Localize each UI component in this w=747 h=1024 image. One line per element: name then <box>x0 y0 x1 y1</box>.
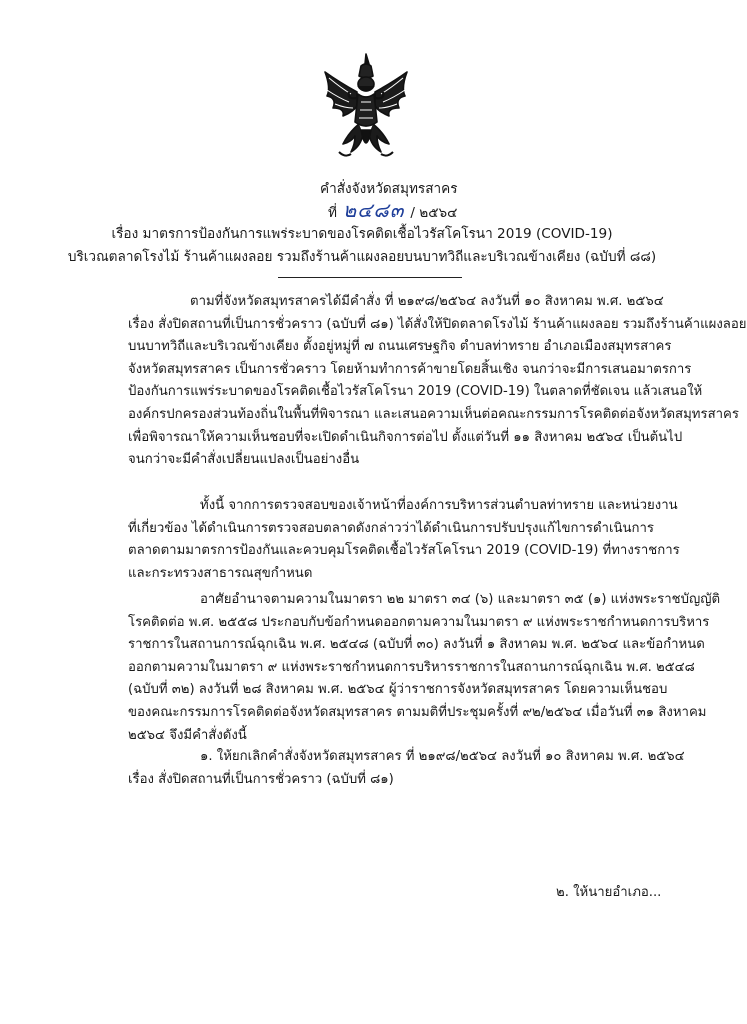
order-number-suffix: / ๒๕๖๔ <box>410 205 458 221</box>
header-divider <box>278 277 462 278</box>
paragraph-4 <box>128 746 685 791</box>
paragraph-line: และกระทรวงสาธารณสุขกำหนด <box>128 565 313 581</box>
paragraph-line: เพื่อพิจารณาให้ความเห็นชอบที่จะเปิดดำเนินกิจการต่อไป ตั้งแต่วันที่ ๑๑ สิงหาคม ๒๕๖๔ เป็นต้นไป <box>128 429 683 445</box>
paragraph-line: บนบาทวิถีและบริเวณข้างเคียง ตั้งอยู่หมู่ที่ ๗ ถนนเศรษฐกิจ ตำบลท่าทราย อำเภอเมืองสมุทรสาคร <box>128 339 672 355</box>
paragraph-line: ๒๕๖๔ จึงมีคำสั่งดังนี้ <box>128 727 247 743</box>
paragraph-line: ออกตามความในมาตรา ๙ แห่งพระราชกำหนดการบริหารราชการในสถานการณ์ฉุกเฉิน พ.ศ. ๒๕๔๘ <box>128 659 695 675</box>
paragraph-line: (ฉบับที่ ๓๒) ลงวันที่ ๒๘ สิงหาคม พ.ศ. ๒๕๖๔ ผู้ว่าราชการจังหวัดสมุทรสาคร โดยความเห็นชอบ <box>128 682 668 698</box>
paragraph-line: ทั้งนี้ จากการตรวจสอบของเจ้าหน้าที่องค์การบริหารส่วนตำบลท่าทราย และหน่วยงาน <box>200 498 678 513</box>
paragraph-1 <box>128 291 747 472</box>
paragraph-line: ราชการในสถานการณ์ฉุกเฉิน พ.ศ. ๒๕๔๘ (ฉบับที่ ๓๐) ลงวันที่ ๑ สิงหาคม พ.ศ. ๒๕๖๔ และข้อกำหนด <box>128 637 705 653</box>
paragraph-line: องค์กรปกครองส่วนท้องถิ่นในพื้นที่พิจารณา และเสนอความเห็นต่อคณะกรรมการโรคติดต่อจังหวัดสมุทรสาคร <box>128 406 739 422</box>
paragraph-line: ป้องกันการแพร่ระบาดของโรคติดเชื้อไวรัสโคโรนา 2019 (COVID-19) ในตลาดที่ชัดเจน แล้วเสนอให้ <box>128 384 703 400</box>
subject-line-2: บริเวณตลาดโรงไม้ ร้านค้าแผงลอย รวมถึงร้านค้าแผงลอยบนบาทวิถีและบริเวณข้างเคียง (ฉบับที่ ๘๘) <box>67 249 657 265</box>
paragraph-line: จังหวัดสมุทรสาคร เป็นการชั่วคราว โดยห้ามทำการค้าขายโดยสิ้นเชิง จนกว่าจะมีการเสนอมาตรการ <box>128 361 692 377</box>
paragraph-line: ที่เกี่ยวข้อง ได้ดำเนินการตรวจสอบตลาดดังกล่าวว่าได้ดำเนินการปรับปรุงแก้ไขการดำเนินการ <box>128 520 654 536</box>
paragraph-line: ตลาดตามมาตรการป้องกันและควบคุมโรคติดเชื้อไวรัสโคโรนา 2019 (COVID-19) ที่ทางราชการ <box>128 543 680 559</box>
order-number-prefix: ที่ <box>328 205 337 221</box>
paragraph-line: โรคติดต่อ พ.ศ. ๒๕๕๘ ประกอบกับข้อกำหนดออกตามความในมาตรา ๙ แห่งพระราชกำหนดการบริหาร <box>128 614 710 630</box>
order-title: คำสั่งจังหวัดสมุทรสาคร <box>320 181 458 197</box>
paragraph-line: เรื่อง สั่งปิดสถานที่เป็นการชั่วคราว (ฉบับที่ ๘๑) <box>128 771 394 787</box>
subject-line-1: เรื่อง มาตรการป้องกันการแพร่ระบาดของโรคติดเชื้อไวรัสโคโรนา 2019 (COVID-19) <box>111 226 613 242</box>
paragraph-line: เรื่อง สั่งปิดสถานที่เป็นการชั่วคราว (ฉบับที่ ๘๑) ได้สั่งให้ปิดตลาดโรงไม้ ร้านค้าแผงลอย รวมถึงร้านค้าแผงลอย <box>128 316 747 332</box>
order-number <box>0 198 724 222</box>
order-number-handwritten: ๒๔๘๓ <box>342 198 405 222</box>
paragraph-line: ของคณะกรรมการโรคติดต่อจังหวัดสมุทรสาคร ตามมติที่ประชุมครั้งที่ ๙๒/๒๕๖๔ เมื่อวันที่ ๓๑ สิงหาคม <box>128 704 707 720</box>
paragraph-line: ๑. ให้ยกเลิกคำสั่งจังหวัดสมุทรสาคร ที่ ๒๑๙๘/๒๕๖๔ ลงวันที่ ๑๐ สิงหาคม พ.ศ. ๒๕๖๔ <box>200 749 685 764</box>
paragraph-line: อาศัยอำนาจตามความในมาตรา ๒๒ มาตรา ๓๔ (๖) และมาตรา ๓๕ (๑) แห่งพระราชบัญญัติ <box>200 592 721 607</box>
garuda-emblem-icon <box>321 52 411 160</box>
paragraph-3 <box>128 589 721 747</box>
paragraph-line: จนกว่าจะมีคำสั่งเปลี่ยนแปลงเป็นอย่างอื่น <box>128 452 360 468</box>
paragraph-line: ตามที่จังหวัดสมุทรสาครได้มีคำสั่ง ที่ ๒๑๙๘/๒๕๖๔ ลงวันที่ ๑๐ สิงหาคม พ.ศ. ๒๕๖๔ <box>190 294 664 309</box>
paragraph-2 <box>128 495 680 585</box>
continuation-text: ๒. ให้นายอำเภอ... <box>556 885 662 900</box>
